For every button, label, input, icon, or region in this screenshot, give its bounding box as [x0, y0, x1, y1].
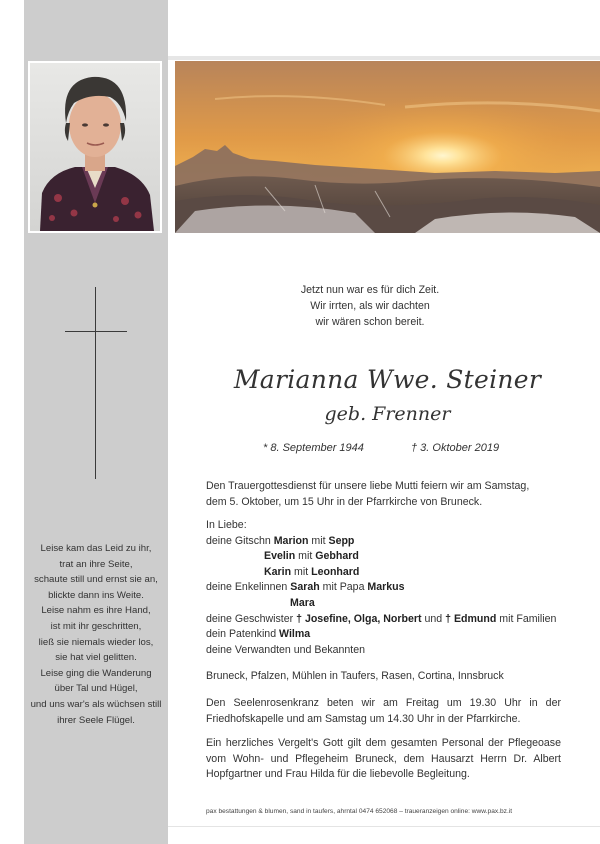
- mourners-daughter-1: [206, 534, 561, 550]
- side-poem-line: ihrer Seele Flügel.: [57, 714, 135, 726]
- landscape-image: [175, 61, 600, 233]
- latin-cross-icon: [95, 287, 96, 479]
- side-poem-line: Leise nahm es ihre Hand,: [41, 605, 151, 617]
- service-text: [206, 479, 561, 510]
- partner-name: Leonhard: [311, 565, 360, 578]
- side-poem-line: trat an ihre Seite,: [59, 558, 133, 570]
- daughter-name: Marion: [273, 534, 309, 547]
- daughter-name: Karin: [264, 565, 292, 578]
- siblings-tail: mit Familien: [499, 612, 557, 625]
- deceased-name: Marianna Wwe. Steiner: [233, 365, 542, 394]
- grand-label: deine Enkelinnen: [206, 581, 288, 594]
- side-poem-line: Leise ging die Wanderung: [40, 667, 152, 679]
- sunset-mountain-photo: [175, 61, 600, 233]
- birth-date: * 8. September 1944: [263, 442, 364, 454]
- partner-name: Gebhard: [315, 550, 359, 563]
- maiden-name: geb. Frenner: [324, 403, 451, 425]
- portrait-photo: [28, 61, 162, 233]
- sibling-last: † Edmund: [445, 612, 497, 625]
- with-word: mit Papa: [322, 581, 365, 594]
- places-text: [206, 669, 561, 685]
- portrait-image: [30, 63, 160, 231]
- mourners-list: [206, 518, 561, 658]
- top-band: [168, 56, 600, 60]
- mourners-grandchildren: [206, 580, 561, 596]
- side-poem: [24, 541, 168, 728]
- death-date: † 3. Oktober 2019: [411, 442, 500, 454]
- side-poem-line: blickte dann ins Weite.: [48, 589, 144, 601]
- mourners-daughter-3: [206, 565, 561, 581]
- side-poem-line: und uns war's als wüchsen still: [30, 698, 162, 710]
- siblings-names: † Josefine, Olga, Norbert: [296, 612, 422, 625]
- grandchild-name: Mara: [290, 596, 315, 609]
- partner-name: Sepp: [328, 534, 355, 547]
- siblings-label: deine Geschwister: [206, 612, 294, 625]
- mourners-godchild: [206, 627, 561, 643]
- grandchild-name: Sarah: [290, 581, 320, 594]
- mourners-relatives: deine Verwandten und Bekannten: [206, 643, 366, 656]
- with-word: mit: [298, 550, 313, 563]
- mourners-siblings: [206, 612, 561, 628]
- opening-quote: [220, 282, 520, 330]
- and-word: und: [424, 612, 443, 625]
- side-poem-line: ist mit ihr geschritten,: [50, 620, 142, 632]
- daughters-label: deine Gitschn: [206, 534, 271, 547]
- thanks-line: vom Wohn- und Pflegeheim Bruneck, dem Hausarzt Herrn Dr. Albert: [206, 752, 561, 765]
- side-poem-line: sie hat viel gelitten.: [55, 652, 137, 664]
- side-poem-line: ließ sie niemals wieder los,: [38, 636, 154, 648]
- with-word: mit: [311, 534, 326, 547]
- godchild-name: Wilma: [279, 628, 311, 641]
- rosary-text: [206, 696, 561, 727]
- thanks-line: Hopfgartner und Frau Hilda für die liebevolle Begleitung.: [206, 768, 470, 781]
- thanks-line: Ein herzliches Vergelt's Gott gilt dem gesamten Personal der Pflegeoase: [206, 737, 561, 749]
- rosary-line: Friedhofskapelle und am Samstag um 14.30 Uhr in der Pfarrkirche.: [206, 712, 521, 725]
- footer-rule: [168, 826, 600, 827]
- mourners-intro: In Liebe:: [206, 519, 247, 531]
- service-line: Den Trauergottesdienst für unsere liebe Mutti feiern wir am Samstag,: [206, 480, 530, 492]
- side-poem-line: Leise kam das Leid zu ihr,: [40, 543, 152, 554]
- thanks-text: [206, 736, 561, 783]
- quote-line: wir wären schon bereit.: [315, 316, 425, 328]
- rosary-line: Den Seelenrosenkranz beten wir am Freitag um 19.30 Uhr in der: [206, 697, 561, 709]
- godchild-label: dein Patenkind: [206, 628, 277, 641]
- quote-line: Jetzt nun war es für dich Zeit.: [300, 284, 440, 296]
- with-word: mit: [294, 565, 309, 578]
- side-poem-line: über Tal und Hügel,: [54, 683, 138, 695]
- cross-bar: [65, 331, 127, 332]
- father-name: Markus: [367, 581, 405, 594]
- quote-line: Wir irrten, als wir dachten: [310, 300, 430, 312]
- daughter-name: Evelin: [264, 550, 296, 563]
- footer-credit: pax bestattungen & blumen, sand in taufers, ahrntal 0474 652068 – traueranzeigen online: www.pax.bz.it: [206, 808, 513, 815]
- mourners-grandchild-2: [206, 596, 561, 612]
- service-line: dem 5. Oktober, um 15 Uhr in der Pfarrkirche von Bruneck.: [206, 495, 483, 508]
- mourners-daughter-2: [206, 549, 561, 565]
- side-poem-line: schaute still und ernst sie an,: [34, 574, 158, 586]
- places-line: Bruneck, Pfalzen, Mühlen in Taufers, Rasen, Cortina, Innsbruck: [206, 670, 504, 682]
